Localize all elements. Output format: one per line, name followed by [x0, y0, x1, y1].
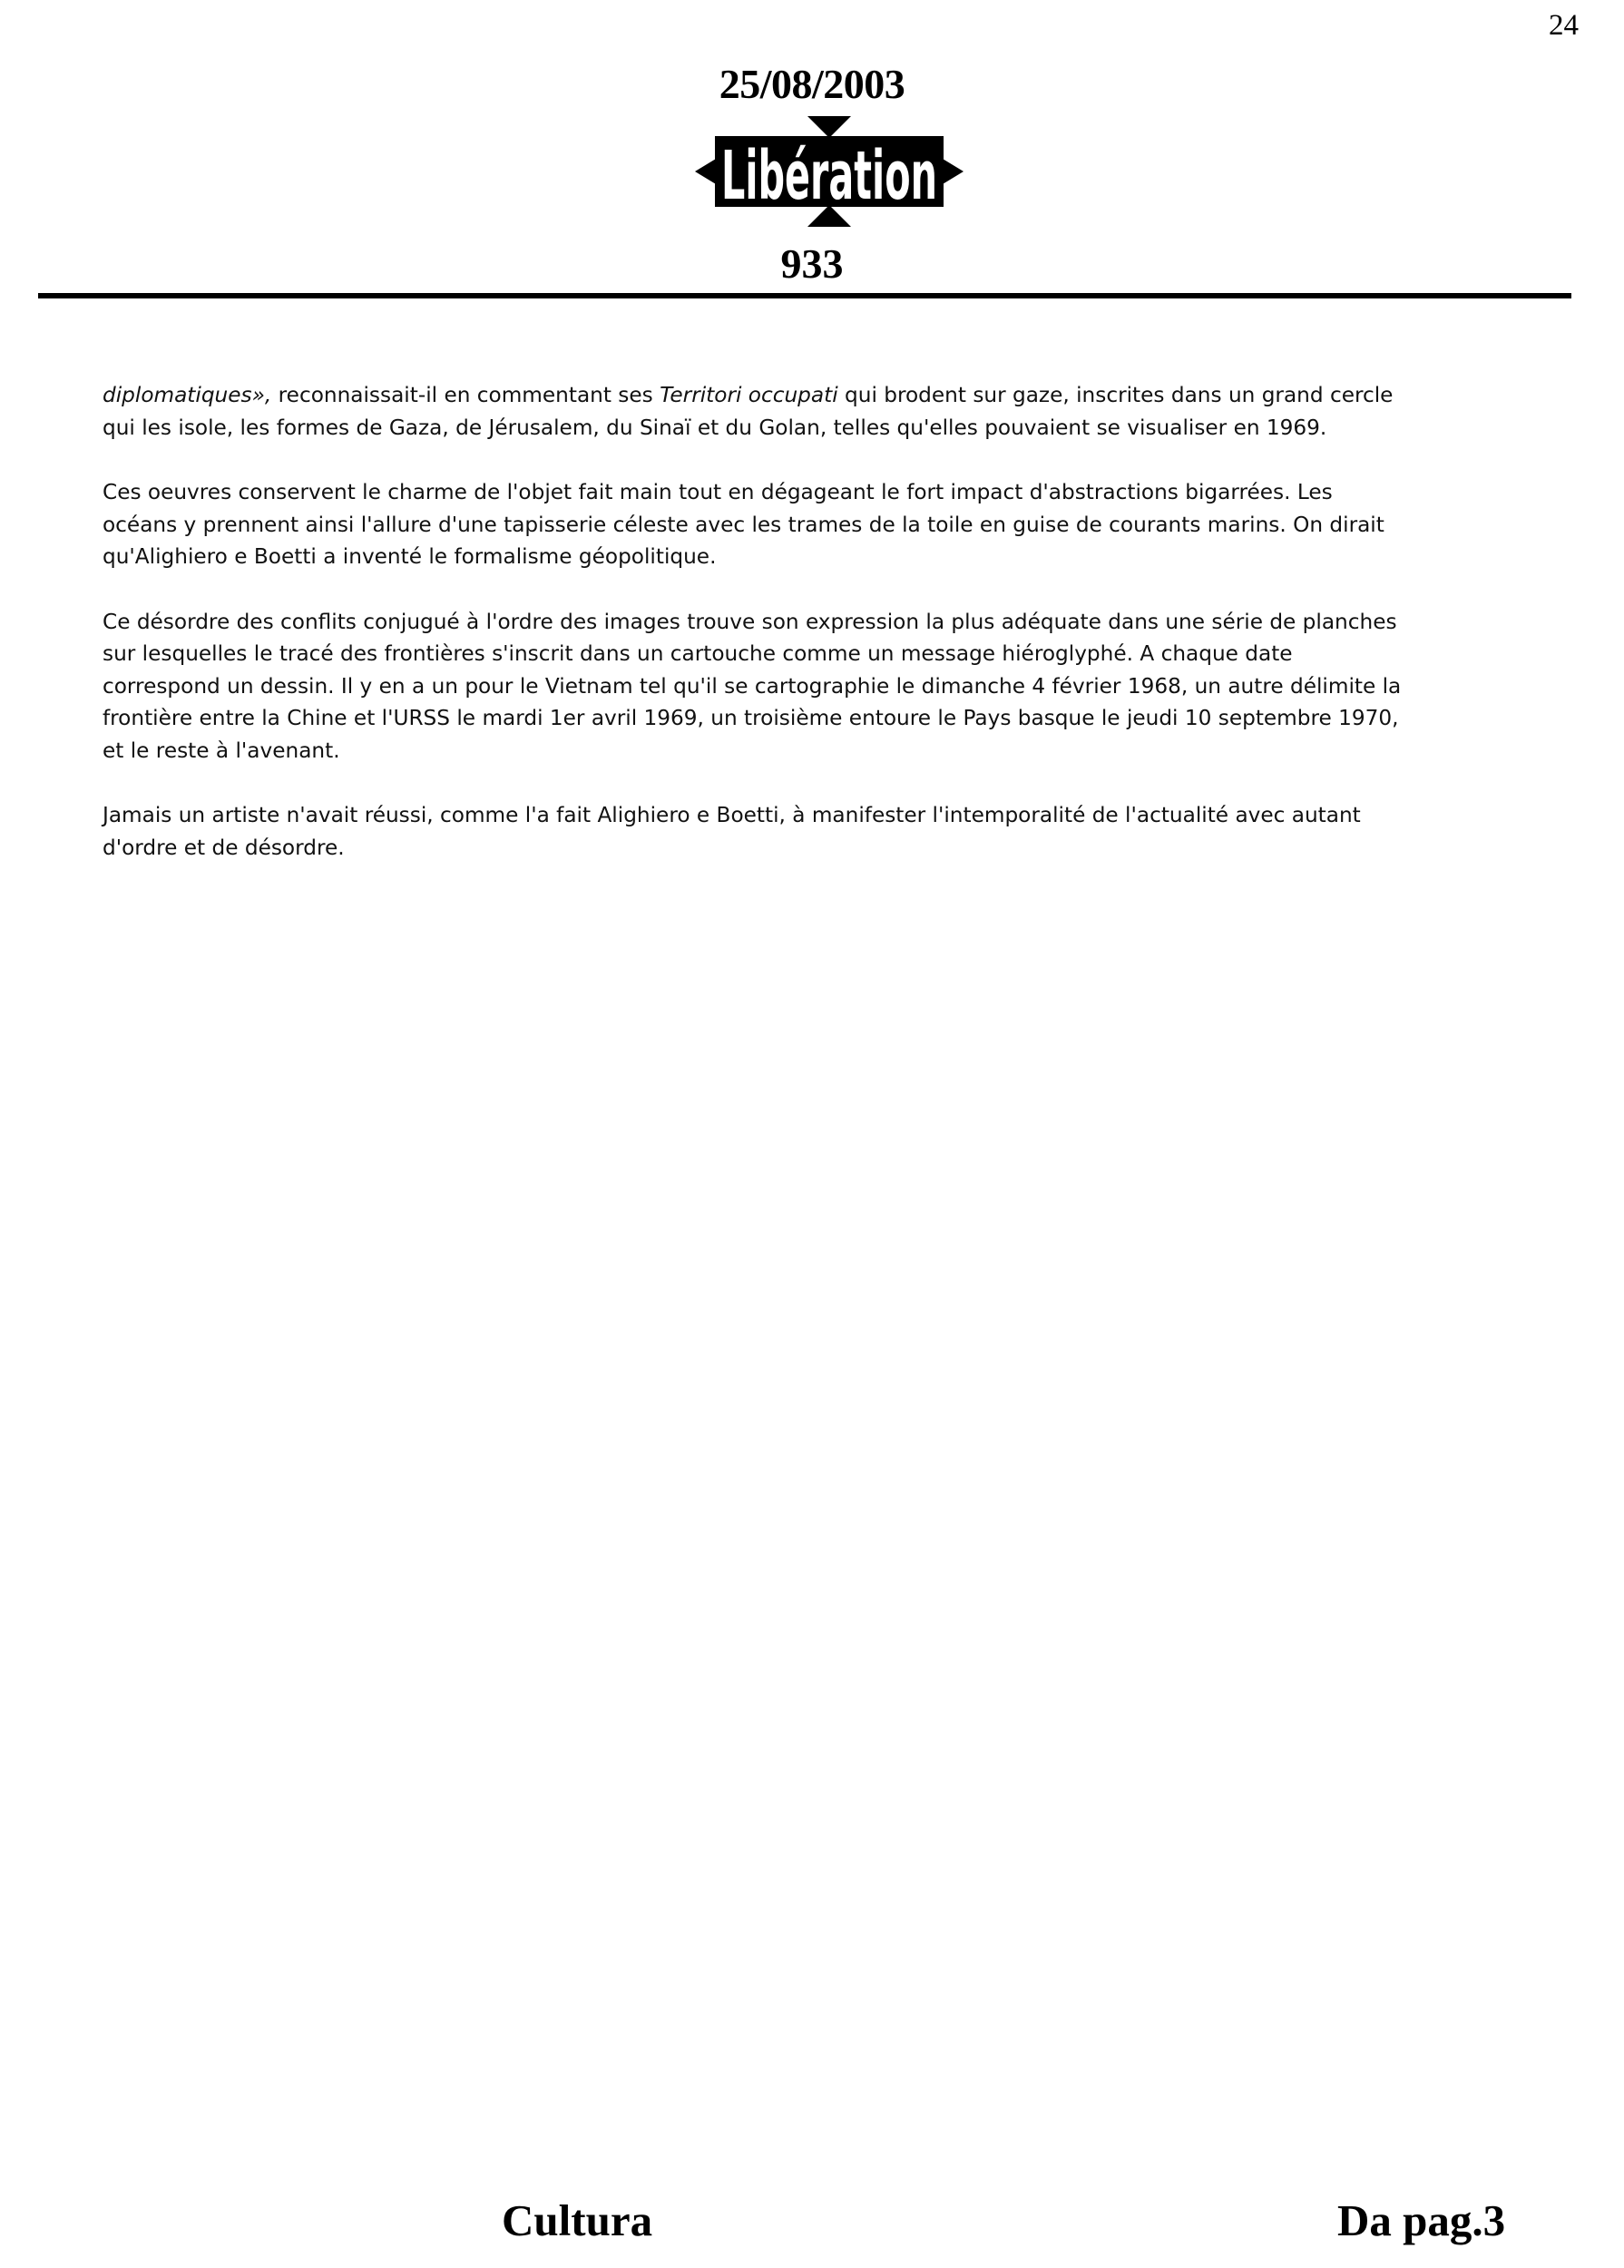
- artwork-title: Territori occupati: [660, 383, 838, 407]
- header-divider: [38, 293, 1571, 298]
- article-paragraph-2: Ces oeuvres conservent le charme de l'objet fait main tout en dégageant le fort impact d'abstractions bigarrées. Les océans y prennent ainsi l'allure d'une tapisserie céleste avec les trames de la toile en guise de courants marins. On dirait qu'Alighiero e Boetti a inventé le formalisme géopolitique.: [103, 480, 1384, 569]
- italic-term: diplomatiques»,: [103, 383, 272, 407]
- footer-page-ref: Da pag.3: [1337, 2195, 1506, 2245]
- article-body: [103, 379, 1409, 896]
- paragraph-text: reconnaissait-il en commentant ses: [271, 383, 660, 407]
- article-paragraph-1: [103, 379, 1409, 444]
- page-number: 24: [1549, 9, 1579, 42]
- article-paragraph-3: Ce désordre des conflits conjugué à l'ordre des images trouve son expression la plus adéquate dans une série de planches sur lesquelles le tracé des frontières s'inscrit dans un cartouche comme un message hiéroglyphé. A chaque date correspond un dessin. Il y en a un pour le Vietnam tel qu'il se cartographie le dimanche 4 février 1968, un autre délimite la frontière entre la Chine et l'URSS le mardi 1er avril 1969, un troisième entoure le Pays basque le jeudi 10 septembre 1970, et le reste à l'avenant.: [103, 609, 1402, 763]
- footer-section: Cultura: [502, 2195, 653, 2245]
- issue-number: 933: [780, 240, 844, 287]
- svg-text:Libération: Libération: [721, 137, 937, 215]
- paragraph-text: qui brodent sur gaze, inscrites dans un grand cercle qui les isole, les formes de Gaza, de Jérusalem, du Sinaï et du Golan, telles qu'elles pouvaient se visualiser en 1969.: [103, 383, 1394, 440]
- header-date: 25/08/2003: [719, 61, 905, 107]
- liberation-logo: [693, 114, 965, 229]
- article-paragraph-4: Jamais un artiste n'avait réussi, comme l'a fait Alighiero e Boetti, à manifester l'intemporalité de l'actualité avec autant d'ordre et de désordre.: [103, 803, 1361, 860]
